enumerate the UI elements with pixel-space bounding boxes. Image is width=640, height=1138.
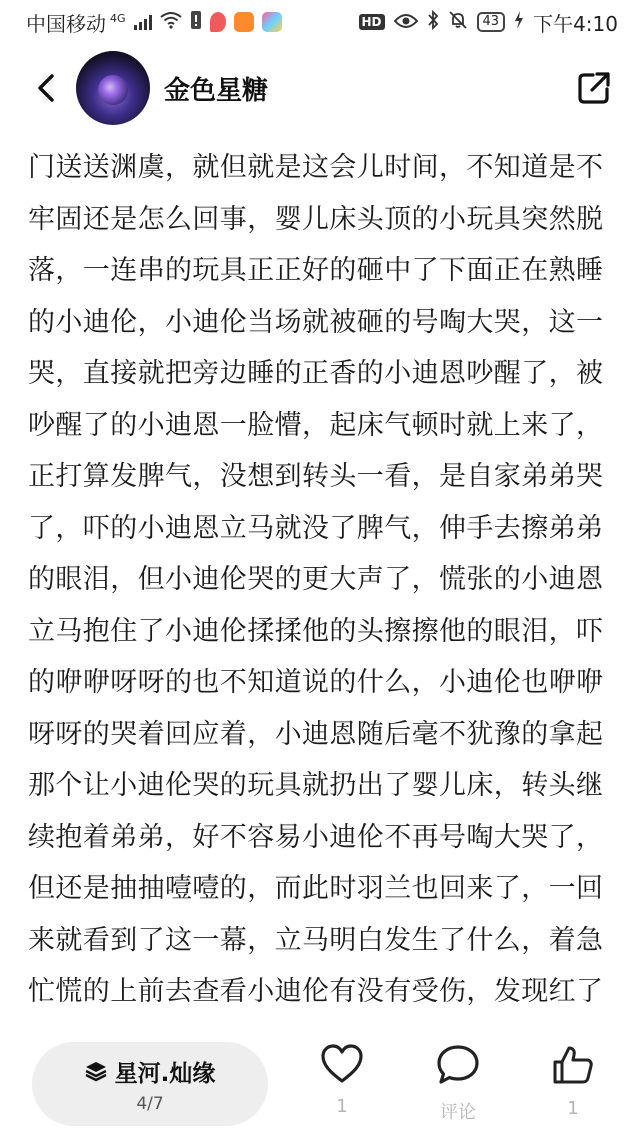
thumbs-up-icon xyxy=(551,1044,595,1086)
chevron-left-icon xyxy=(37,73,55,103)
layers-icon xyxy=(85,1060,107,1082)
like-button[interactable] xyxy=(312,1044,372,1117)
like-count: 1 xyxy=(336,1096,348,1117)
wifi-icon xyxy=(160,10,182,34)
network-label: 4G xyxy=(110,11,126,25)
status-right xyxy=(359,8,618,37)
thumbs-up-button[interactable] xyxy=(543,1044,603,1119)
share-button[interactable] xyxy=(572,66,616,110)
collection-progress: 4/7 xyxy=(136,1093,164,1114)
app-notification-icon-red xyxy=(210,12,226,32)
status-bar xyxy=(0,0,640,44)
collection-title: 星河.灿缘 xyxy=(114,1060,216,1087)
article-body: 门送送渊虞，就但就是这会儿时间，不知道是不牢固还是怎么回事，婴儿床头顶的小玩具突然脱落，一连串的玩具正正好的砸中了下面正在熟睡的小迪伦，小迪伦当场就被砸的号啕大哭，这一哭，直接就把旁边睡的正香的小迪恩吵醒了，被吵醒了的小迪恩一脸懵，起床气顿时就上来了，正打算发脾气，没想到转头一看，是自家弟弟哭了，吓的小迪恩立马就没了脾气，伸手去擦弟弟的眼泪，但小迪伦哭的更大声了，慌张的小迪恩立马抱住了小迪伦揉揉他的头擦擦他的眼泪，吓的咿咿呀呀的也不知道说的什么，小迪伦也咿咿呀呀的哭着回应着，小迪恩随后毫不犹豫的拿起那个让小迪伦哭的玩具就扔出了婴儿床，转头继续抱着弟弟，好不容易小迪伦不再号啕大哭了，但还是抽抽噎噎的，而此时羽兰也回来了，一回来就看到了这一幕，立马明白发生了什么，着急忙慌的上前去查看小迪伦有没有受伤，发现红了 xyxy=(28,152,604,1007)
charging-icon xyxy=(514,10,524,34)
author-avatar[interactable] xyxy=(76,51,150,125)
comment-button[interactable] xyxy=(428,1044,488,1124)
heart-icon xyxy=(320,1044,364,1084)
status-left xyxy=(26,8,282,37)
bottom-toolbar xyxy=(0,1032,640,1138)
carrier-label: 中国移动 xyxy=(26,11,106,36)
eye-icon xyxy=(394,10,418,34)
clock-label: 下午4:10 xyxy=(533,11,618,36)
collection-title-row xyxy=(85,1055,216,1088)
collection-button[interactable] xyxy=(32,1042,268,1126)
hd-badge: HD xyxy=(359,14,385,30)
comment-label: 评论 xyxy=(440,1102,476,1123)
battery-indicator: 43 xyxy=(477,12,506,32)
author-name[interactable]: 金色星糖 xyxy=(164,75,269,106)
bluetooth-icon xyxy=(427,10,439,35)
article-header xyxy=(0,48,640,128)
alert-icon xyxy=(190,10,202,35)
comment-bubble-icon xyxy=(436,1044,480,1086)
mute-bell-icon xyxy=(448,10,468,35)
signal-icon xyxy=(134,14,152,30)
app-notification-icon-gradient xyxy=(262,12,282,32)
thumbs-up-count: 1 xyxy=(567,1098,579,1119)
share-external-icon xyxy=(576,70,612,106)
back-button[interactable] xyxy=(26,66,66,110)
app-notification-icon-orange xyxy=(234,12,254,32)
